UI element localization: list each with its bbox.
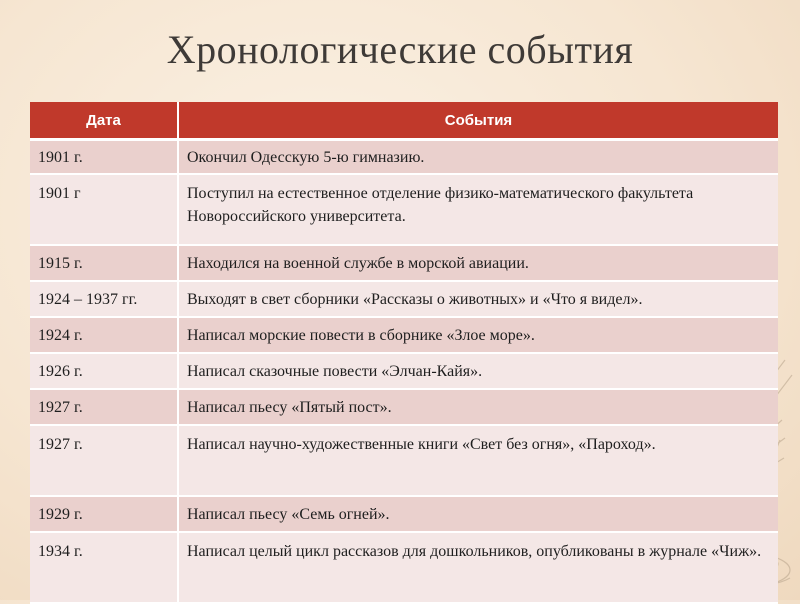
date-cell: 1926 г. bbox=[30, 353, 178, 389]
table-row bbox=[30, 317, 778, 353]
event-cell: Написал пьесу «Пятый пост». bbox=[178, 389, 778, 425]
table-row bbox=[30, 425, 778, 496]
event-cell: Написал целый цикл рассказов для дошкольников, опубликованы в журнале «Чиж». bbox=[178, 532, 778, 603]
date-cell: 1901 г bbox=[30, 174, 178, 245]
column-header-events: События bbox=[178, 102, 778, 140]
chronology-table-container bbox=[30, 102, 778, 604]
event-cell: Поступил на естественное отделение физико-математического факультета Новороссийского университета. bbox=[178, 174, 778, 245]
table-row bbox=[30, 353, 778, 389]
date-cell: 1929 г. bbox=[30, 496, 178, 532]
table-header-row bbox=[30, 102, 778, 140]
column-header-date: Дата bbox=[30, 102, 178, 140]
date-cell: 1927 г. bbox=[30, 389, 178, 425]
event-cell: Написал научно-художественные книги «Свет без огня», «Пароход». bbox=[178, 425, 778, 496]
table-row bbox=[30, 281, 778, 317]
table-row bbox=[30, 174, 778, 245]
event-cell: Написал морские повести в сборнике «Злое море». bbox=[178, 317, 778, 353]
event-cell: Написал сказочные повести «Элчан-Кайя». bbox=[178, 353, 778, 389]
event-cell: Написал пьесу «Семь огней». bbox=[178, 496, 778, 532]
table-row bbox=[30, 245, 778, 281]
date-cell: 1934 г. bbox=[30, 532, 178, 603]
table-row bbox=[30, 496, 778, 532]
date-cell: 1915 г. bbox=[30, 245, 178, 281]
date-cell: 1924 г. bbox=[30, 317, 178, 353]
page-title: Хронологические события bbox=[166, 27, 634, 72]
date-cell: 1901 г. bbox=[30, 140, 178, 175]
event-cell: Окончил Одесскую 5-ю гимназию. bbox=[178, 140, 778, 175]
table-row bbox=[30, 532, 778, 603]
chronology-table bbox=[30, 102, 778, 604]
date-cell: 1927 г. bbox=[30, 425, 178, 496]
table-row bbox=[30, 140, 778, 175]
event-cell: Находился на военной службе в морской авиации. bbox=[178, 245, 778, 281]
event-cell: Выходят в свет сборники «Рассказы о животных» и «Что я видел». bbox=[178, 281, 778, 317]
table-row bbox=[30, 389, 778, 425]
date-cell: 1924 – 1937 гг. bbox=[30, 281, 178, 317]
